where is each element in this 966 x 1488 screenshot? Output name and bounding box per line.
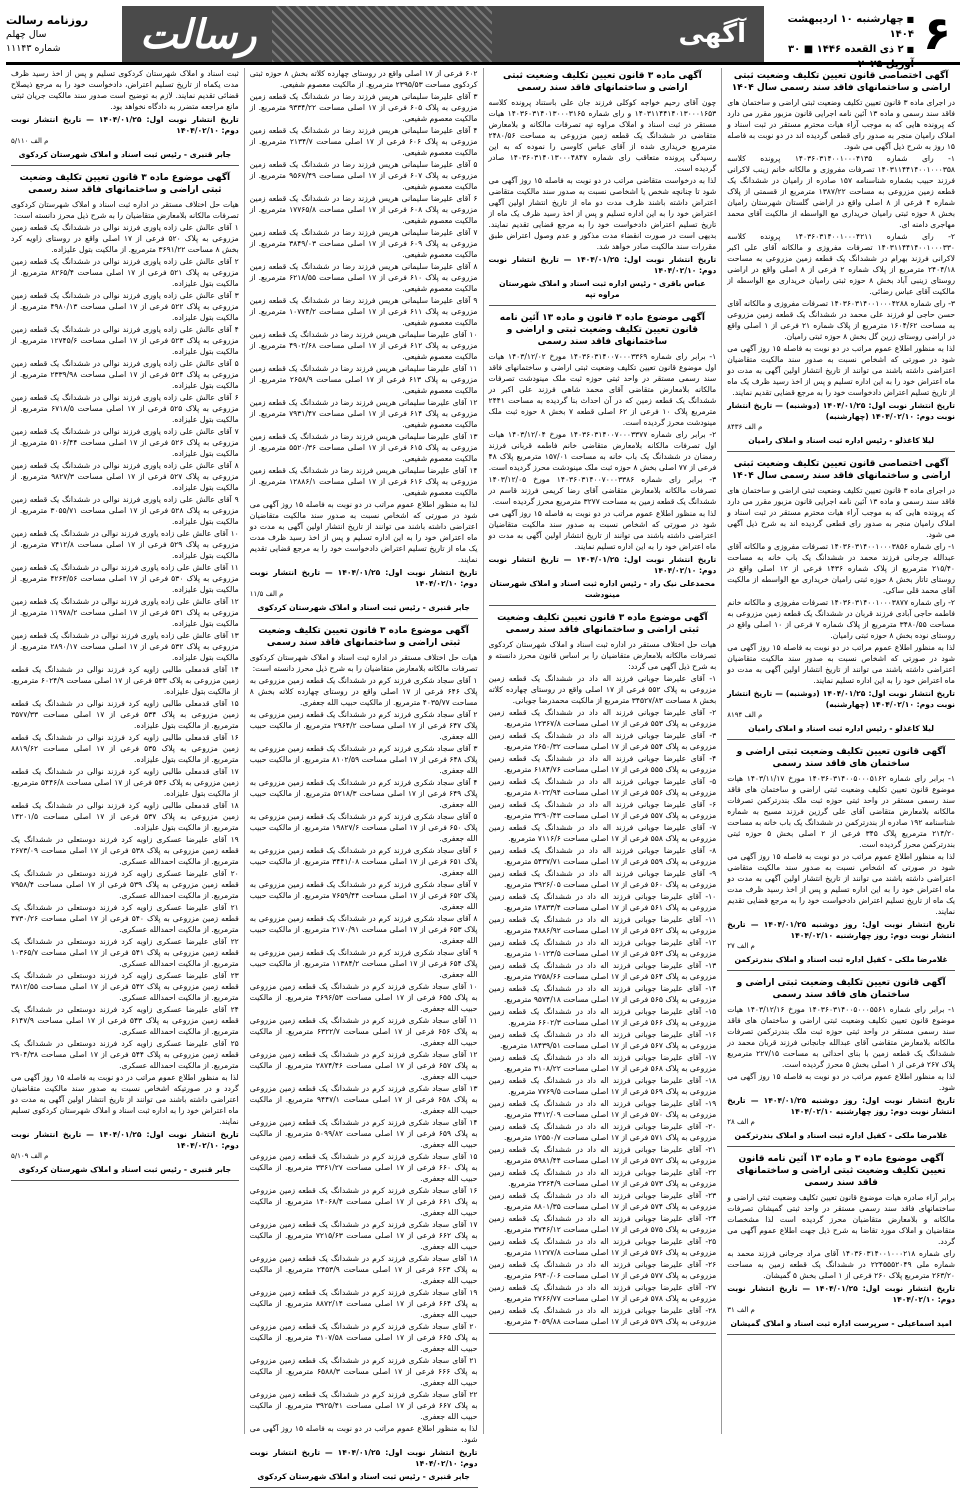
- notice-body: [489, 351, 717, 552]
- legal-notice: [250, 625, 478, 1488]
- notice-paragraph: ۱۳ آقای علیرضا سلیمانی هریس فرزند رضا در ششدانگ یک قطعه زمین مزروعی به پلاک ۶۱۵ فرعی از ۱۷ اصلی مساحت ۵۵۲۰/۳۶ مترمربع. از مالکیت معصوم شفیعی.: [249, 432, 478, 463]
- notice-paragraph: لذا به منظور اطلاع عموم مراتب در دو نوبت به فاصله ۱۵ روز آگهی می شود.: [727, 1072, 955, 1092]
- notice-title: آگهی قانون تعیین تکلیف وضعیت ثبتی اراضی و ساختمان های فاقد سند رسمی: [736, 978, 946, 1000]
- notice-paragraph: ۱- رای شماره ۱۴۰۳۶۰۳۱۴۰۰۱۰۰۰۴۱۳۵ پرونده کلاسه ۱۴۰۳۱۱۴۴۱۴۰۰۱۰۰۰۳۵۸ تصرفات مفروزی و مالکانه خانم زینب لاکرانی فرزند حبیب بشماره شناسنامه ۱۵۷ صادره از رامیان در ششدانگ یک قطعه زمین مزروعی به مساحت ۱۳۸۷/۲۲ مترمربع از قسمتی از پلاک شماره ۴ فرعی از ۸ اصلی واقع در اراضی گلستان شهرستان رامیان بخش ۸ حوزه ثبتی رامیان خریداری مع الواسطه از مالکیت آقای محمد مهاجری دامنه ای.: [727, 154, 955, 229]
- notice-title: آگهی ماده ۳ قانون تعیین تکلیف وضعیت ثبتی اراضی و ساختمانهای فاقد سند رسمی: [503, 71, 702, 93]
- notice-body: [727, 1192, 955, 1281]
- notice-paragraph: ۱۵- آقای علیرضا جوبانی فرزند اله داد در ششدانگ یک قطعه زمین مزروعی به پلاک ۵۶۶ فرعی از ۱۷ اصلی مساحت ۶۶۰۲/۳ مترمربع.: [488, 1007, 717, 1027]
- notice-title: آگهی اختصاصی قانون تعیین تکلیف وضعیت ثبتی اراضی و ساختمانهای فاقد سند رسمی سال ۱۴۰۴: [731, 71, 951, 93]
- legal-notice: [727, 458, 955, 740]
- issue-dates: [764, 6, 914, 70]
- notice-paragraph: ۱۸- آقای علیرضا جوبانی فرزند اله داد در ششدانگ یک قطعه زمین مزروعی به پلاک ۵۶۹ فرعی از ۱۷ اصلی مساحت ۷۷۶۹/۵ مترمربع.: [488, 1076, 717, 1096]
- notice-paragraph: ۱۱ آقای عالش علی زاده یاوری فرزند نوالی در ششدانگ یک قطعه زمین مزروعی به پلاک ۵۳۰ فرعی از ۱۷ اصلی مساحت ۴۲۶۳/۵۶ مترمربع. از مالکیت بتول علیزاده.: [11, 563, 239, 594]
- notice-paragraph: ۲۶- آقای علیرضا جوبانی فرزند اله داد در ششدانگ یک قطعه زمین مزروعی به پلاک ۵۷۷ فرعی از ۱۷ اصلی مساحت ۶۹۴۰/۰۶ مترمربع.: [488, 1260, 717, 1280]
- notice-paragraph: ۸- آقای علیرضا جوبانی فرزند اله داد در ششدانگ یک قطعه زمین مزروعی به پلاک ۵۵۹ فرعی از ۱۷ اصلی مساحت ۵۴۳۷/۷۱ مترمربع.: [488, 846, 717, 866]
- notice-paragraph: ۷- آقای علیرضا جوبانی فرزند اله داد در ششدانگ یک قطعه زمین مزروعی به پلاک ۵۵۸ فرعی از ۱۷ اصلی مساحت ۷۱۱۶/۶ مترمربع.: [488, 823, 717, 843]
- notice-paragraph: ۱۰- آقای علیرضا جوبانی فرزند اله داد در ششدانگ یک قطعه زمین مزروعی به پلاک ۵۶۱ فرعی از ۱۷ اصلی مساحت ۱۴۸۳۳/۴ مترمربع.: [488, 892, 717, 912]
- notice-paragraph: ۱۱ آقای علیرضا سلیمانی هریس فرزند رضا در ششدانگ یک قطعه زمین مزروعی به پلاک ۶۱۳ فرعی از ۱۷ اصلی مساحت ۲۶۵۸/۹ مترمربع. از مالکیت معصوم شفیعی.: [249, 364, 478, 395]
- notice-paragraph: در اجرای ماده ۳ قانون تعیین تکلیف وضعیت ثبتی اراضی و ساختمان های فاقد سند رسمی و ماده ۱۳ آئین نامه اجرایی قانون مزبور مقرر می دارد که پرونده هایی که به موجب آراء هیات محترم مستقر در ثبت اسناد و املاک رامیان منجر به صدور رای قطعی گردیده اند در دو نوبت به فاصله ۱۵ روز به شرح ذیل آگهی می شود.: [727, 98, 955, 151]
- notice-paragraph: ۱ آقای عالش علی زاده یاوری فرزند نوالی در ششدانگ یک قطعه زمین مزروعی به پلاک ۵۲۰ فرعی از ۱۷ اصلی واقع در روستای زاویه کرد بخش ۸ مساحت ۳۶۹۱/۲۲ مترمربع. از مالکیت بتول علیزاده.: [11, 223, 239, 254]
- notice-paragraph: ۲۵- آقای علیرضا جوبانی فرزند اله داد در ششدانگ یک قطعه زمین مزروعی به پلاک ۵۷۶ فرعی از ۱۷ اصلی مساحت ۱۱۲۷۷/۸ مترمربع.: [488, 1237, 717, 1257]
- notice-paragraph: ۱۱- آقای علیرضا جوبانی فرزند اله داد در ششدانگ یک قطعه زمین مزروعی به پلاک ۵۶۲ فرعی از ۱۷ اصلی مساحت ۴۸۸۶/۹۲ مترمربع.: [488, 915, 717, 935]
- notice-paragraph: لذا به منظور اطلاع عموم مراتب در دو نوبت به فاصله ۱۵ روز آگهی می گردد و در صورتیکه اشخاص نسبت به صدور سند مالکیت متقاضیان اعتراضی داشته باشند می توانند از تاریخ انتشار اولین آگهی به مدت دو ماه اعتراض خود را به اداره ثبت اسناد و املاک شهرستان کردکوی تسلیم نمایند.: [11, 1073, 239, 1126]
- notice-paragraph: ۲- برابر رای شماره ۱۴۰۳۶۰۳۱۴۰۰۷۰۰۰۳۳۷۷ مورخ ۱۴۰۳/۱۲/۰۴ هیات اول تصرفات مالکانه بلامعارض متقاضی خانم فاطمه قربانی فرزند رمضان در ششدانگ یک باب خانه به مساحت ۱۵۷/۰۱ مترمربع پلاک ۴۸ فرعی از ۷۷ اصلی بخش ۸ حوزه ثبت ملک مینودشت محرز گردیده است.: [488, 430, 717, 472]
- notice-paragraph: ۱۲ آقای علیرضا سلیمانی هریس فرزند رضا در ششدانگ یک قطعه زمین مزروعی به پلاک ۶۱۴ فرعی از ۱۷ اصلی مساحت ۷۹۳۱/۴۷ مترمربع. از مالکیت معصوم شفیعی.: [249, 398, 478, 429]
- notice-paragraph: ۱۶ آقای سجاد شکری فرزند کرم در ششدانگ یک قطعه زمین مزروعی به پلاک ۶۶۱ فرعی از ۱۷ اصلی مساحت ۱۴۰۶۸/۴ مترمربع. از مالکیت حبیب الله جعفری.: [249, 1186, 478, 1217]
- notice-signature: امید اسماعیلی - سرپرست اداره ثبت اسناد و املاک گمیشان: [730, 1319, 952, 1328]
- notice-paragraph: ۳- آقای علیرضا جوبانی فرزند اله داد در ششدانگ یک قطعه زمین مزروعی به پلاک ۵۵۴ فرعی از ۱۷ اصلی مساحت ۲۶۵۰/۳۲ مترمربع.: [488, 731, 717, 751]
- notice-paragraph: ۱۳ آقای سجاد شکری فرزند کرم در ششدانگ یک قطعه زمین مزروعی به پلاک ۶۵۸ فرعی از ۱۷ اصلی مساحت ۹۴۴۷/۱ مترمربع. از مالکیت حبیب الله جعفری.: [249, 1084, 478, 1115]
- notice-paragraph: ۸ آقای علیرضا سلیمانی هریس فرزند رضا در ششدانگ یک قطعه زمین مزروعی به پلاک ۶۱۰ فرعی از ۱۷ اصلی مساحت ۶۲۱۸/۵۵ مترمربع. از مالکیت معصوم شفیعی.: [249, 262, 478, 293]
- notice-paragraph: ۹ آقای سجاد شکری فرزند کرم در ششدانگ یک قطعه زمین مزروعی به پلاک ۶۵۴ فرعی از ۱۷ اصلی مساحت ۱۱۳۸۴/۲ مترمربع. از مالکیت حبیب الله جعفری.: [249, 948, 478, 979]
- notice-paragraph: در اجرای ماده ۳ قانون تعیین تکلیف وضعیت ثبتی اراضی و ساختمان های فاقد سند رسمی و ماده ۱۳ آئین نامه اجرایی قانون مزبور مقرر می دارد که پرونده هایی که به موجب آراء هیات محترم مستقر در ثبت اسناد و املاک رامیان منجر به صدور رای قطعی گردیده اند به شرح ذیل آگهی می شود.: [727, 486, 955, 539]
- notice-title: آگهی موضوع ماده ۳ و ماده ۱۳ آئین نامه قانون تعیین تکلیف وضعیت ثبتی اراضی و ساختمانهای فاقد سند رسمی: [736, 1154, 946, 1188]
- notice-body: [489, 639, 717, 1327]
- notice-paragraph: ۲۷- آقای علیرضا جوبانی فرزند اله داد در ششدانگ یک قطعه زمین مزروعی به پلاک ۵۷۸ فرعی از ۱۷ اصلی مساحت ۲۷۶۶/۷۷ مترمربع.: [488, 1283, 717, 1303]
- brand-name: روزنامه رسالت: [6, 14, 89, 27]
- notice-column: [483, 68, 722, 1434]
- notice-paragraph: ۳- رای شماره ۱۴۰۳۶۰۳۱۴۰۰۱۰۰۰۴۲۸۸ تصرفات مفروزی و مالکانه آقای حسن حاجی لو فرزند علی محمد در ششدانگ یک قطعه زمین مزروعی به مساحت ۱۶۰۴/۶۲ مترمربع از پلاک شماره ۲۱ فرعی از ۱ اصلی واقع در اراضی روستای زرین گل بخش ۸ حوزه ثبتی رامیان.: [727, 299, 955, 341]
- notice-signature: محمدعلی نیک راد - رئیس اداره ثبت اسناد و املاک شهرستان مینودشت: [489, 579, 716, 599]
- notice-paragraph: ۲ آقای عالش علی زاده یاوری فرزند نوالی در ششدانگ یک قطعه زمین مزروعی به پلاک ۵۲۱ فرعی از ۱۷ اصلی مساحت ۸۲۶۵/۴ مترمربع. از مالکیت بتول علیزاده.: [11, 257, 239, 288]
- notice-paragraph: ۲۳ آقای علیرضا عسکری زاویه کرد فرزند دوستعلی در ششدانگ یک قطعه زمین مزروعی به پلاک ۵۴۲ فرعی از ۱۷ اصلی مساحت ۳۸۱۲/۵۵ مترمربع. از مالکیت احمدالله عسکری.: [11, 971, 239, 1002]
- date-solar: ■ چهارشنبه ۱۰ اردیبهشت ۱۴۰۴: [764, 12, 914, 42]
- notice-paragraph: ۲۱ آقای علیرضا عسکری زاویه کرد فرزند دوستعلی در ششدانگ یک قطعه زمین مزروعی به پلاک ۵۴۰ فرعی از ۱۷ اصلی مساحت ۴۷۳۰/۲۶ مترمربع. از مالکیت احمدالله عسکری.: [11, 903, 239, 934]
- notice-paragraph: ۸ آقای سجاد شکری فرزند کرم در ششدانگ یک قطعه زمین مزروعی به پلاک ۶۵۳ فرعی از ۱۷ اصلی مساحت ۲۱۷۰/۹۱ مترمربع. از مالکیت حبیب الله جعفری.: [249, 914, 478, 945]
- notice-paragraph: ۵ آقای عالش علی زاده یاوری فرزند نوالی در ششدانگ یک قطعه زمین مزروعی به پلاک ۵۲۴ فرعی از ۱۷ اصلی مساحت ۲۳۳۹/۹۸ مترمربع. از مالکیت بتول علیزاده.: [11, 359, 239, 390]
- notice-paragraph: ۲- رای شماره ۱۴۰۳۶۰۳۱۴۰۰۱۰۰۰۴۲۱۱ پرونده کلاسه ۱۴۰۳۱۱۴۴۱۴۰۰۱۰۰۰۳۳۰ تصرفات مفروزی و مالکانه آقای علی اکبر لاکرانی فرزند بهرام در ششدانگ یک قطعه زمین مزروعی به مساحت ۲۴۰۴/۱۸ مترمربع از پلاک شماره ۲ فرعی از ۸ اصلی واقع در اراضی روستای زینبی آباد بخش ۸ حوزه ثبتی رامیان خریداری مع الواسطه از مالکیت آقای عباس رضائی.: [727, 232, 955, 296]
- notice-paragraph: ثبت اسناد و املاک شهرستان کردکوی تسلیم و پس از اخذ رسید ظرف مدت یکماه از تاریخ تسلیم اعتراض، دادخواست خود را به مرجع ذیصلاح قضائی تقدیم نمایند. لازم به توضیح است صدور سند مالکیت جریان ثبتی مانع مراجعه متضرر به دادگاه نخواهد بود.: [11, 69, 239, 111]
- notice-paragraph: لذا به درخواست متقاضی مراتب در دو نوبت به فاصله ۱۵ روز آگهی می شود تا چنانچه شخص یا اشخاصی نسبت به صدور سند مالکیت متقاضی اعتراض داشته باشند ظرف مدت دو ماه از تاریخ انتشار اولین آگهی اعتراض خود را به این اداره تسلیم و پس از اخذ رسید ظرف یک ماه از تاریخ تسلیم اعتراض دادخواست خود را به مرجع قضایی تقدیم نمایند. بدیهی است در صورت انقضاء مدت مذکور و عدم وصول اعتراض طبق مقررات سند مالکیت صادر خواهد شد.: [488, 176, 717, 251]
- legal-notice: [250, 68, 478, 619]
- notice-paragraph: ۴ آقای عالش علی زاده یاوری فرزند نوالی در ششدانگ یک قطعه زمین مزروعی به پلاک ۵۲۳ فرعی از ۱۷ اصلی مساحت ۱۲۷۴۵/۶ مترمربع. از مالکیت بتول علیزاده.: [11, 325, 239, 356]
- publication-dates: تاریخ انتشار نوبت اول: ۱۴۰۴/۰۱/۲۵ (دوشنبه) — تاریخ انتشار نوبت دوم: ۱۴۰۴/۰۲/۱۰ (چهارشنبه): [727, 689, 955, 709]
- notice-paragraph: ۷ آقای عالش علی زاده یاوری فرزند نوالی در ششدانگ یک قطعه زمین مزروعی به پلاک ۵۲۶ فرعی از ۱۷ اصلی مساحت ۵۱۰۶/۴۴ مترمربع. از مالکیت بتول علیزاده.: [11, 427, 239, 458]
- notice-paragraph: ۶۰۲ فرعی از ۱۷ اصلی واقع در روستای چهارده کلاته بخش ۸ حوزه ثبتی کردکوی مساحت ۲۳۹۵/۵۳ مترمربع. از مالکیت معصوم شفیعی.: [249, 69, 478, 89]
- date-gregorian: ■ ۲ ذی القعده ۱۴۴۶ ■ ۳۰ آوریل ۲۰۲۵: [764, 42, 914, 72]
- notice-paragraph: ۶ آقای سجاد شکری فرزند کرم در ششدانگ یک قطعه زمین مزروعی به پلاک ۶۵۱ فرعی از ۱۷ اصلی مساحت ۳۴۴۱/۰۸ مترمربع. از مالکیت حبیب الله جعفری.: [249, 846, 478, 877]
- notice-paragraph: ۳ آقای عالش علی زاده یاوری فرزند نوالی در ششدانگ یک قطعه زمین مزروعی به پلاک ۵۲۲ فرعی از ۱۷ اصلی مساحت ۴۹۸۰/۱۳ مترمربع. از مالکیت بتول علیزاده.: [11, 291, 239, 322]
- notice-paragraph: هیات حل اختلاف مستقر در اداره ثبت اسناد و املاک شهرستان کردکوی تصرفات مالکانه بلامعارض متقاضیان را به شرح ذیل محرز دانسته است:: [11, 200, 239, 220]
- notice-paragraph: هیات حل اختلاف مستقر در اداره ثبت اسناد و املاک شهرستان کردکوی تصرفات مالکانه بلامعارض متقاضیان را به شرح ذیل محرز دانسته است:: [249, 653, 478, 673]
- notice-paragraph: ۱۷ آقای قدمعلی طالبی زاویه کرد فرزند نوالی در ششدانگ یک قطعه زمین مزروعی به پلاک ۵۳۶ فرعی از ۱۷ اصلی مساحت ۵۴۴۶/۸ مترمربع. از مالکیت بتول علیزاده.: [11, 767, 239, 798]
- notice-signature: لیلا کاغذلو - رئیس اداره ثبت اسناد و املاک رامیان: [748, 724, 934, 733]
- notice-paragraph: چون آقای رحیم خواجه کوکلی فرزند جان علی باستناد پرونده کلاسه ۱۴۰۳۱۱۴۴۱۴۰۱۳۰۰۰۱۶۵۳ و رای شماره ۱۴۰۳۶۰۳۱۴۰۱۳۰۰۰۳۱۶۵ هیات مستقر در ثبت اسناد و املاک مراوه تپه تصرفات مالکانه و بلامعارض متقاضی در ششدانگ یک قطعه زمین مزروعی به مساحت ۲۴۸۰/۵۶ مترمربع خریداری شده از آقای عباس کاوسی را نموده که به این رسیدگی پرونده متعاقب رای شماره ۱۴۰۳۶۰۳۱۴۰۱۳۰۰۰۴۸۴۷ صادر گردیده است.: [488, 98, 717, 173]
- notice-paragraph: ۱۴- آقای علیرضا جوبانی فرزند اله داد در ششدانگ یک قطعه زمین مزروعی به پلاک ۵۶۵ فرعی از ۱۷ اصلی مساحت ۹۵۷۴/۱۸ مترمربع.: [488, 984, 717, 1004]
- notice-paragraph: ۳ آقای سجاد شکری فرزند کرم در ششدانگ یک قطعه زمین مزروعی به پلاک ۶۴۸ فرعی از ۱۷ اصلی مساحت ۸۱۰۲/۵۹ مترمربع. از مالکیت حبیب الله جعفری.: [249, 744, 478, 775]
- notice-paragraph: ۲۲ آقای سجاد شکری فرزند کرم در ششدانگ یک قطعه زمین مزروعی به پلاک ۶۶۷ فرعی از ۱۷ اصلی مساحت ۳۹۲۵/۴۱ مترمربع. از مالکیت حبیب الله جعفری.: [249, 1390, 478, 1421]
- notice-body: [11, 199, 239, 1127]
- section-banner: [122, 6, 764, 62]
- notice-paragraph: ۱۹ آقای سجاد شکری فرزند کرم در ششدانگ یک قطعه زمین مزروعی به پلاک ۶۶۴ فرعی از ۱۷ اصلی مساحت ۸۸۷۲/۱۴ مترمربع. از مالکیت حبیب الله جعفری.: [249, 1288, 478, 1319]
- notice-paragraph: ۱۰ آقای سجاد شکری فرزند کرم در ششدانگ یک قطعه زمین مزروعی به پلاک ۶۵۵ فرعی از ۱۷ اصلی مساحت ۴۶۹۶/۵۳ مترمربع. از مالکیت حبیب الله جعفری.: [249, 982, 478, 1013]
- notice-code: م الف ۵/۱۰۹: [11, 1152, 49, 1160]
- notice-paragraph: ۲۲- آقای علیرضا جوبانی فرزند اله داد در ششدانگ یک قطعه زمین مزروعی به پلاک ۵۷۳ فرعی از ۱۷ اصلی مساحت ۲۳۶۴/۹ مترمربع.: [488, 1168, 717, 1188]
- notice-paragraph: ۵- آقای علیرضا جوبانی فرزند اله داد در ششدانگ یک قطعه زمین مزروعی به پلاک ۵۵۶ فرعی از ۱۷ اصلی مساحت ۸۰۲۲/۹۴ مترمربع.: [488, 777, 717, 797]
- publication-dates: تاریخ انتشار نوبت اول: روز دوشنبه ۱۴۰۴/۰۱/۲۵ — تاریخ انتشار نوبت دوم: روز چهارشنبه ۱۴۰۴/۰۲/۱۰: [727, 1096, 955, 1116]
- section-title: آگهی: [678, 19, 746, 49]
- notice-body: [727, 97, 955, 398]
- legal-notice: [489, 312, 717, 606]
- notice-signature: غلامرضا ملکی - کفیل اداره ثبت اسناد و املاک بندرترکمن: [734, 1131, 948, 1140]
- legal-notice: [11, 68, 239, 166]
- legal-notice: [727, 70, 955, 452]
- notice-signature: عباس باقری - رئیس اداره ثبت اسناد و املاک شهرستان مراوه تپه: [499, 279, 706, 299]
- notice-paragraph: ۱۱ آقای سجاد شکری فرزند کرم در ششدانگ یک قطعه زمین مزروعی به پلاک ۶۵۶ فرعی از ۱۷ اصلی مساحت ۶۳۲۲/۷ مترمربع. از مالکیت حبیب الله جعفری.: [249, 1016, 478, 1047]
- notice-columns: [6, 68, 960, 1481]
- notice-paragraph: ۴- آقای علیرضا جوبانی فرزند اله داد در ششدانگ یک قطعه زمین مزروعی به پلاک ۵۵۵ فرعی از ۱۷ اصلی مساحت ۶۱۸۴/۷۶ مترمربع.: [488, 754, 717, 774]
- notice-paragraph: ۳- برابر رای شماره ۱۴۰۳۶۰۳۱۴۰۰۷۰۰۰۳۳۸۶ مورخ ۱۴۰۳/۱۲/۰۵ تصرفات مالکانه بلامعارض متقاضی آقای رضا کریمی فرزند قاسم در ششدانگ یک قطعه زمین به مساحت ۳۲۷۷ مترمربع محرز گردیده است.: [488, 475, 717, 506]
- publication-dates: تاریخ انتشار نوبت اول: ۱۴۰۴/۰۱/۲۵ — تاریخ انتشار نوبت دوم: ۱۴۰۴/۰۲/۱۰: [11, 1130, 239, 1150]
- notice-body: [727, 485, 955, 686]
- notice-paragraph: ۶ آقای عالش علی زاده یاوری فرزند نوالی در ششدانگ یک قطعه زمین مزروعی به پلاک ۵۲۵ فرعی از ۱۷ اصلی مساحت ۶۷۱۸/۵ مترمربع. از مالکیت بتول علیزاده.: [11, 393, 239, 424]
- notice-paragraph: ۴ آقای سجاد شکری فرزند کرم در ششدانگ یک قطعه زمین مزروعی به پلاک ۶۴۹ فرعی از ۱۷ اصلی مساحت ۵۲۱۸/۳ مترمربع. از مالکیت حبیب الله جعفری.: [249, 778, 478, 809]
- notice-paragraph: لذا به منظور اطلاع عموم مراتب در دو نوبت به فاصله ۱۵ روز آگهی می شود در صورتی که اشخاص نسبت به صدور سند مالکیت متقاضیان اعتراضی داشته باشند می توانند از تاریخ انتشار اولین آگهی به مدت دو ماه اعتراض خود را به این اداره تسلیم و پس از اخذ رسید ظرف یک ماه از تاریخ تسلیم اعتراض دادخواست خود را به مرجع قضایی تقدیم نمایند.: [727, 344, 955, 397]
- notice-paragraph: ۱۲ آقای عالش علی زاده یاوری فرزند نوالی در ششدانگ یک قطعه زمین مزروعی به پلاک ۵۳۱ فرعی از ۱۷ اصلی مساحت ۱۱۹۷۸/۲ مترمربع. از مالکیت بتول علیزاده.: [11, 597, 239, 628]
- legal-notice: [489, 612, 717, 1334]
- notice-paragraph: ۱- برابر رای شماره ۱۴۰۳۶۰۳۱۴۰۰۷۰۰۰۳۳۶۹ مورخ ۱۴۰۳/۱۲/۰۲ هیات اول موضوع قانون تعیین تکلیف وضعیت ثبتی اراضی و ساختمانهای فاقد سند رسمی مستقر در واحد ثبتی حوزه ثبت ملک مینودشت تصرفات مالکانه بلامعارض متقاضی آقای محمد شاهی فرزند علی اکبر در ششدانگ یک قطعه زمین که در آن احداث بنا گردیده به مساحت ۲۴۴۱ مترمربع پلاک ۱۰ فرعی از ۶۲ اصلی قطعه ۷ بخش ۸ حوزه ثبت ملک مینودشت محرز گردیده است.: [488, 352, 717, 427]
- notice-title: آگهی موضوع ماده ۳ قانون و ماده ۱۳ آئین نامه قانون تعیین تکلیف وضعیت ثبتی و اراضی و ساختمانهای فاقد سند رسمی: [499, 313, 705, 347]
- publication-dates: تاریخ انتشار نوبت اول: ۱۴۰۴/۰۱/۲۵ — تاریخ انتشار نوبت دوم: ۱۴۰۴/۰۲/۱۰: [727, 1284, 955, 1304]
- notice-paragraph: لذا به منظور اطلاع عموم مراتب در دو نوبت به فاصله ۱۵ روز آگهی می شود.: [249, 1424, 478, 1444]
- notice-code: م الف ۵/۱۱۰: [11, 137, 49, 145]
- notice-paragraph: ۱۸ آقای قدمعلی طالبی زاویه کرد فرزند نوالی در ششدانگ یک قطعه زمین مزروعی به پلاک ۵۳۷ فرعی از ۱۷ اصلی مساحت ۱۴۲۰۱/۵ مترمربع. از مالکیت بتول علیزاده.: [11, 801, 239, 832]
- notice-paragraph: لذا به منظور اطلاع عموم مراتب در دو نوبت به فاصله ۱۵ روز آگهی می شود در صورتی که اشخاص نسبت به صدور سند مالکیت متقاضیان اعتراضی داشته باشند می توانند از تاریخ انتشار اولین آگهی به مدت دو ماه اعتراض خود را به این اداره تسلیم نمایند.: [727, 643, 955, 685]
- notice-column: [6, 68, 244, 1434]
- notice-title: آگهی موضوع ماده ۳ قانون تعیین تکلیف وضعیت ثبتی اراضی و ساختمانهای فاقد سند رسمی: [258, 626, 469, 648]
- publication-dates: تاریخ انتشار نوبت اول: ۱۴۰۴/۰۱/۲۵ — تاریخ انتشار نوبت دوم: ۱۴۰۴/۰۲/۱۰: [488, 255, 717, 275]
- publication-dates: تاریخ انتشار نوبت اول: ۱۴۰۴/۰۱/۲۵ — تاریخ انتشار نوبت دوم: ۱۴۰۴/۰۲/۱۰: [11, 115, 239, 135]
- notice-paragraph: ۱۳- آقای علیرضا جوبانی فرزند اله داد در ششدانگ یک قطعه زمین مزروعی به پلاک ۵۶۴ فرعی از ۱۷ اصلی مساحت ۲۷۵۸/۶۶ مترمربع.: [488, 961, 717, 981]
- publication-dates: تاریخ انتشار نوبت اول: ۱۴۰۴/۰۱/۲۵ — تاریخ انتشار نوبت دوم: ۱۴۰۴/۰۲/۱۰: [249, 1448, 478, 1468]
- notice-code: م الف ۲۷: [727, 942, 755, 950]
- notice-paragraph: ۲۲ آقای علیرضا عسکری زاویه کرد فرزند دوستعلی در ششدانگ یک قطعه زمین مزروعی به پلاک ۵۴۱ فرعی از ۱۷ اصلی مساحت ۱۰۳۶۵/۷ مترمربع. از مالکیت احمدالله عسکری.: [11, 937, 239, 968]
- notice-column: [244, 68, 483, 1481]
- newspaper-logo: رسالت: [140, 10, 257, 58]
- notice-paragraph: ۱۹ آقای علیرضا عسکری زاویه کرد فرزند دوستعلی در ششدانگ یک قطعه زمین مزروعی به پلاک ۵۳۸ فرعی از ۱۷ اصلی مساحت ۲۶۷۳/۰۹ مترمربع. از مالکیت احمدالله عسکری.: [11, 835, 239, 866]
- notice-paragraph: ۹ آقای عالش علی زاده یاوری فرزند نوالی در ششدانگ یک قطعه زمین مزروعی به پلاک ۵۲۸ فرعی از ۱۷ اصلی مساحت ۳۰۵۵/۷۱ مترمربع. از مالکیت بتول علیزاده.: [11, 495, 239, 526]
- notice-title: آگهی اختصاصی قانون تعیین تکلیف وضعیت ثبتی اراضی و ساختمانهای فاقد سند رسمی سال ۱۴۰۴: [731, 459, 951, 481]
- notice-paragraph: ۱۴ آقای قدمعلی طالبی زاویه کرد فرزند نوالی در ششدانگ یک قطعه زمین مزروعی به پلاک ۵۳۳ فرعی از ۱۷ اصلی مساحت ۶۰۲۴/۹ مترمربع. از مالکیت بتول علیزاده.: [11, 665, 239, 696]
- notice-paragraph: ۹ آقای علیرضا سلیمانی هریس فرزند رضا در ششدانگ یک قطعه زمین مزروعی به پلاک ۶۱۱ فرعی از ۱۷ اصلی مساحت ۱۰۷۷۴/۲ مترمربع. از مالکیت معصوم شفیعی.: [249, 296, 478, 327]
- notice-code: م الف ۲۸: [727, 1118, 755, 1126]
- masthead: [6, 6, 960, 70]
- notice-body: [250, 68, 478, 565]
- notice-paragraph: برابر آراء صادره هیات موضوع قانون تعیین تکلیف وضعیت ثبتی اراضی و ساختمانهای فاقد سند رسمی مستقر در واحد ثبتی گمیشان تصرفات مالکانه و بلامعارض متقاضیان محرز گردیده است لذا مشخصات متقاضیان و املاک مورد تقاضا به شرح ذیل جهت اطلاع عموم آگهی می گردد.: [727, 1193, 955, 1246]
- notice-paragraph: ۲- آقای علیرضا جوبانی فرزند اله داد در ششدانگ یک قطعه زمین مزروعی به پلاک ۵۵۳ فرعی از ۱۷ اصلی مساحت ۱۲۳۶۷/۸ مترمربع.: [488, 708, 717, 728]
- notice-paragraph: ۸ آقای عالش علی زاده یاوری فرزند نوالی در ششدانگ یک قطعه زمین مزروعی به پلاک ۵۲۷ فرعی از ۱۷ اصلی مساحت ۹۸۲۷/۳ مترمربع. از مالکیت بتول علیزاده.: [11, 461, 239, 492]
- legal-notice: [11, 172, 239, 1181]
- notice-paragraph: ۲۰ آقای علیرضا عسکری زاویه کرد فرزند دوستعلی در ششدانگ یک قطعه زمین مزروعی به پلاک ۵۳۹ فرعی از ۱۷ اصلی مساحت ۷۹۵۸/۴ مترمربع. از مالکیت احمدالله عسکری.: [11, 869, 239, 900]
- legal-notice: [727, 977, 955, 1147]
- notice-paragraph: ۱۶ آقای قدمعلی طالبی زاویه کرد فرزند نوالی در ششدانگ یک قطعه زمین مزروعی به پلاک ۵۳۵ فرعی از ۱۷ اصلی مساحت ۸۸۱۹/۶۲ مترمربع. از مالکیت بتول علیزاده.: [11, 733, 239, 764]
- notice-paragraph: ۲۸- آقای علیرضا جوبانی فرزند اله داد در ششدانگ یک قطعه زمین مزروعی به پلاک ۵۷۹ فرعی از ۱۷ اصلی مساحت ۴۰۵۹/۸۸ مترمربع.: [488, 1306, 717, 1326]
- notice-signature: لیلا کاغذلو - رئیس اداره ثبت اسناد و املاک رامیان: [748, 436, 934, 445]
- notice-paragraph: ۶- آقای علیرضا جوبانی فرزند اله داد در ششدانگ یک قطعه زمین مزروعی به پلاک ۵۵۷ فرعی از ۱۷ اصلی مساحت ۳۲۹۰/۴۳ مترمربع.: [488, 800, 717, 820]
- issue-number: شماره ۱۱۱۴۳: [6, 43, 61, 54]
- legal-notice: [727, 1153, 955, 1335]
- legal-notice: [727, 746, 955, 971]
- notice-signature: جابر قنبری - رئیس ثبت اسناد و املاک شهرستان کردکوی: [257, 603, 470, 612]
- notice-column: [721, 68, 960, 1434]
- notice-paragraph: ۱۰ آقای علیرضا سلیمانی هریس فرزند رضا در ششدانگ یک قطعه زمین مزروعی به پلاک ۶۱۲ فرعی از ۱۷ اصلی مساحت ۴۹۰۲/۶۸ مترمربع. از مالکیت معصوم شفیعی.: [249, 330, 478, 361]
- publication-dates: تاریخ انتشار نوبت اول: روز دوشنبه ۱۴۰۴/۰۱/۲۵ — تاریخ انتشار نوبت دوم: روز چهارشنبه ۱۴۰۴/۰۲/۱۰: [727, 920, 955, 940]
- publication-dates: تاریخ انتشار نوبت اول: ۱۴۰۴/۰۱/۲۵ (دوشنبه) — تاریخ انتشار نوبت دوم: ۱۴۰۴/۰۲/۱۰ (چهارشنبه): [727, 401, 955, 421]
- notice-title: آگهی موضوع ماده ۳ قانون تعیین تکلیف وضعیت ثبتی اراضی و ساختمانهای فاقد سند رسمی: [497, 613, 708, 635]
- notice-paragraph: ۵ آقای علیرضا سلیمانی هریس فرزند رضا در ششدانگ یک قطعه زمین مزروعی به پلاک ۶۰۷ فرعی از ۱۷ اصلی مساحت ۹۵۶۷/۴۹ مترمربع. از مالکیت معصوم شفیعی.: [249, 160, 478, 191]
- notice-signature: غلامرضا ملکی - کفیل اداره ثبت اسناد و املاک بندرترکمن: [734, 955, 948, 964]
- notice-paragraph: ۱۲- آقای علیرضا جوبانی فرزند اله داد در ششدانگ یک قطعه زمین مزروعی به پلاک ۵۶۳ فرعی از ۱۷ اصلی مساحت ۱۰۱۲۳/۵ مترمربع.: [488, 938, 717, 958]
- notice-paragraph: ۴ آقای علیرضا سلیمانی هریس فرزند رضا در ششدانگ یک قطعه زمین مزروعی به پلاک ۶۰۶ فرعی از ۱۷ اصلی مساحت ۲۱۳۴/۷ مترمربع. از مالکیت معصوم شفیعی.: [249, 126, 478, 157]
- notice-body: [727, 773, 955, 917]
- notice-paragraph: ۲ آقای سجاد شکری فرزند کرم در ششدانگ یک قطعه زمین مزروعی به پلاک ۶۴۷ فرعی از ۱۷ اصلی مساحت ۲۹۶۴/۲ مترمربع. از مالکیت حبیب الله جعفری.: [249, 710, 478, 741]
- notice-paragraph: ۱ آقای سجاد شکری فرزند کرم در ششدانگ یک قطعه زمین مزروعی به پلاک ۶۴۶ فرعی از ۱۷ اصلی واقع در روستای چهارده کلاته بخش ۸ مساحت ۴۰۳۵/۷۷ مترمربع. از مالکیت حبیب الله جعفری.: [249, 676, 478, 707]
- notice-paragraph: ۳ آقای علیرضا سلیمانی هریس فرزند رضا در ششدانگ یک قطعه زمین مزروعی به پلاک ۶۰۵ فرعی از ۱۷ اصلی مساحت ۹۳۳۴/۲۲ مترمربع. از مالکیت معصوم شفیعی.: [249, 92, 478, 123]
- notice-paragraph: ۱۴ آقای سجاد شکری فرزند کرم در ششدانگ یک قطعه زمین مزروعی به پلاک ۶۵۹ فرعی از ۱۷ اصلی مساحت ۵۰۹۹/۸۲ مترمربع. از مالکیت حبیب الله جعفری.: [249, 1118, 478, 1149]
- notice-title: آگهی قانون تعیین تکلیف وضعیت ثبتی اراضی و ساختمان های فاقد سند رسمی: [736, 747, 946, 769]
- notice-paragraph: ۲۳- آقای علیرضا جوبانی فرزند اله داد در ششدانگ یک قطعه زمین مزروعی به پلاک ۵۷۴ فرعی از ۱۷ اصلی مساحت ۸۸۰۱/۳۵ مترمربع.: [488, 1191, 717, 1211]
- notice-paragraph: لذا به منظور اطلاع عموم مراتب در دو نوبت به فاصله ۱۵ روز آگهی می شود در صورتی که اشخاص نسبت به صدور سند مالکیت متقاضیان اعتراضی داشته باشند می توانند از تاریخ انتشار اولین آگهی به مدت دو ماه اعتراض خود را به این اداره تسلیم و پس از اخذ رسید ظرف مدت یک ماه از تاریخ تسلیم اعتراض دادخواست خود را به مرجع قضایی تقدیم نمایند.: [249, 500, 478, 564]
- notice-paragraph: ۱۷- آقای علیرضا جوبانی فرزند اله داد در ششدانگ یک قطعه زمین مزروعی به پلاک ۵۶۸ فرعی از ۱۷ اصلی مساحت ۳۱۰۸/۲۲ مترمربع.: [488, 1053, 717, 1073]
- notice-paragraph: هیات حل اختلاف مستقر در اداره ثبت اسناد و املاک شهرستان کردکوی تصرفات مالکانه بلامعارض متقاضیان را بر اساس قانون محرز دانسته و به شرح ذیل آگهی می گردد:: [488, 640, 717, 671]
- notice-paragraph: ۶ آقای علیرضا سلیمانی هریس فرزند رضا در ششدانگ یک قطعه زمین مزروعی به پلاک ۶۰۸ فرعی از ۱۷ اصلی مساحت ۱۷۷۶۵/۸ مترمربع. از مالکیت معصوم شفیعی.: [249, 194, 478, 225]
- notice-signature: جابر قنبری - رئیس ثبت اسناد و املاک شهرستان کردکوی: [257, 1472, 470, 1481]
- notice-paragraph: ۱۲ آقای سجاد شکری فرزند کرم در ششدانگ یک قطعه زمین مزروعی به پلاک ۶۵۷ فرعی از ۱۷ اصلی مساحت ۲۸۷۴/۴۶ مترمربع. از مالکیت حبیب الله جعفری.: [249, 1050, 478, 1081]
- notice-signature: جابر قنبری - رئیس ثبت اسناد و املاک شهرستان کردکوی: [18, 1165, 232, 1174]
- notice-paragraph: ۲۱ آقای سجاد شکری فرزند کرم در ششدانگ یک قطعه زمین مزروعی به پلاک ۶۶۶ فرعی از ۱۷ اصلی مساحت ۶۵۸۸/۳ مترمربع. از مالکیت حبیب الله جعفری.: [249, 1356, 478, 1387]
- notice-paragraph: ۷ آقای سجاد شکری فرزند کرم در ششدانگ یک قطعه زمین مزروعی به پلاک ۶۵۲ فرعی از ۱۷ اصلی مساحت ۷۶۵۹/۴۴ مترمربع. از مالکیت حبیب الله جعفری.: [249, 880, 478, 911]
- notice-paragraph: ۱۷ آقای سجاد شکری فرزند کرم در ششدانگ یک قطعه زمین مزروعی به پلاک ۶۶۲ فرعی از ۱۷ اصلی مساحت ۷۲۱۵/۶۳ مترمربع. از مالکیت حبیب الله جعفری.: [249, 1220, 478, 1251]
- publication-dates: تاریخ انتشار نوبت اول: ۱۴۰۴/۰۱/۲۵ — تاریخ انتشار نوبت دوم: ۱۴۰۴/۰۲/۱۰: [488, 555, 717, 575]
- page-number: ۶: [922, 6, 952, 60]
- notice-code: م الف ۳۱: [727, 1306, 755, 1314]
- notice-paragraph: لذا به منظور اطلاع عموم مراتب در دو نوبت به فاصله ۱۵ روز آگهی می شود در صورتی که اشخاص نسبت به صدور سند مالکیت متقاضی اعتراضی داشته باشند می توانند از تاریخ انتشار اولین آگهی به مدت دو ماه اعتراض خود را به این اداره تسلیم و پس از اخذ رسید ظرف مدت یک ماه از تاریخ تسلیم اعتراض دادخواست خود را به مرجع قضایی تقدیم نمایند.: [727, 852, 955, 916]
- notice-paragraph: ۲۱- آقای علیرضا جوبانی فرزند اله داد در ششدانگ یک قطعه زمین مزروعی به پلاک ۵۷۲ فرعی از ۱۷ اصلی مساحت ۵۹۸۱/۴۴ مترمربع.: [488, 1145, 717, 1165]
- notice-paragraph: ۵ آقای سجاد شکری فرزند کرم در ششدانگ یک قطعه زمین مزروعی به پلاک ۶۵۰ فرعی از ۱۷ اصلی مساحت ۱۹۸۲۷/۶ مترمربع. از مالکیت حبیب الله جعفری.: [249, 812, 478, 843]
- notice-paragraph: ۱۶- آقای علیرضا جوبانی فرزند اله داد در ششدانگ یک قطعه زمین مزروعی به پلاک ۵۶۷ فرعی از ۱۷ اصلی مساحت ۱۸۴۳۹/۵۱ مترمربع.: [488, 1030, 717, 1050]
- notice-paragraph: ۱۵ آقای قدمعلی طالبی زاویه کرد فرزند نوالی در ششدانگ یک قطعه زمین مزروعی به پلاک ۵۳۴ فرعی از ۱۷ اصلی مساحت ۳۵۷۷/۳۳ مترمربع. از مالکیت بتول علیزاده.: [11, 699, 239, 730]
- notice-signature: جابر قنبری - رئیس ثبت اسناد و املاک شهرستان کردکوی: [18, 150, 232, 159]
- notice-paragraph: ۱- برابر رای شماره ۱۴۰۳۶۰۳۱۴۰۰۵۰۰۰۵۵۶۱ مورخ ۱۴۰۳/۱۲/۱۶ هیات موضوع قانون تعیین تکلیف وضعیت ثبتی اراضی و ساختمان های فاقد سند رسمی مستقر در واحد ثبتی حوزه ثبت ملک بندرترکمن تصرفات مالکانه بلامعارض متقاضی آقای عبدالله جانجانی فرزند قربان محمد در ششدانگ یک قطعه زمین با بنای احداثی به مساحت ۲۲۷/۱۵ مترمربع پلاک ۲۶۷ فرعی از ۱ اصلی بخش ۵ محرز گردیده است.: [727, 1005, 955, 1069]
- edition-info: [6, 6, 122, 62]
- banner-pattern: [272, 6, 492, 62]
- legal-notice: [489, 70, 717, 306]
- notice-paragraph: لذا به منظور اطلاع عموم مراتب در دو نوبت به فاصله ۱۵ روز آگهی می شود در صورتی که اشخاص نسبت به صدور سند مالکیت متقاضیان اعتراضی داشته باشند می توانند از تاریخ انتشار اولین آگهی به مدت دو ماه اعتراض خود را به این اداره تسلیم نمایند.: [488, 509, 717, 551]
- notice-paragraph: ۲۰ آقای سجاد شکری فرزند کرم در ششدانگ یک قطعه زمین مزروعی به پلاک ۶۶۵ فرعی از ۱۷ اصلی مساحت ۴۱۰۷/۵۸ مترمربع. از مالکیت حبیب الله جعفری.: [249, 1322, 478, 1353]
- notice-paragraph: ۱- برابر رای شماره ۱۴۰۳۶۰۳۱۴۰۰۵۰۰۰۵۱۶۲ مورخ ۱۴۰۳/۱۱/۱۷ هیات موضوع قانون تعیین تکلیف وضعیت ثبتی اراضی و ساختمان های فاقد سند رسمی مستقر در واحد ثبتی حوزه ثبت ملک بندرترکمن تصرفات مالکانه بلامعارض متقاضی آقای علی گرزین فرزند مسیح به شماره شناسنامه ۱۹۲ صادره از بندرترکمن در ششدانگ یک باب خانه به مساحت ۲۱۴/۲۰ مترمربع پلاک ۳۴۵ فرعی از ۲ اصلی بخش ۵ حوزه ثبتی بندرترکمن محرز گردیده است.: [727, 774, 956, 849]
- notice-paragraph: ۱۸ آقای سجاد شکری فرزند کرم در ششدانگ یک قطعه زمین مزروعی به پلاک ۶۶۳ فرعی از ۱۷ اصلی مساحت ۲۴۵۳/۹ مترمربع. از مالکیت حبیب الله جعفری.: [249, 1254, 478, 1285]
- notice-body: [250, 652, 478, 1445]
- notice-body: [489, 97, 717, 252]
- notice-paragraph: ۱۵ آقای سجاد شکری فرزند کرم در ششدانگ یک قطعه زمین مزروعی به پلاک ۶۶۰ فرعی از ۱۷ اصلی مساحت ۳۳۶۱/۲۷ مترمربع. از مالکیت حبیب الله جعفری.: [249, 1152, 478, 1183]
- notice-title: آگهی موضوع ماده ۳ قانون تعیین تکلیف وضعیت ثبتی اراضی و ساختمانهای فاقد سند رسمی: [19, 173, 231, 195]
- notice-paragraph: ۷ آقای علیرضا سلیمانی هریس فرزند رضا در ششدانگ یک قطعه زمین مزروعی به پلاک ۶۰۹ فرعی از ۱۷ اصلی مساحت ۳۸۴۹/۰۳ مترمربع. از مالکیت معصوم شفیعی.: [249, 228, 478, 259]
- notice-code: م الف ۸۴۳۶: [727, 423, 763, 431]
- notice-body: [11, 68, 239, 112]
- notice-paragraph: ۱۳ آقای عالش علی زاده یاوری فرزند نوالی در ششدانگ یک قطعه زمین مزروعی به پلاک ۵۳۲ فرعی از ۱۷ اصلی مساحت ۲۸۹۰/۱۷ مترمربع. از مالکیت بتول علیزاده.: [11, 631, 239, 662]
- publication-dates: تاریخ انتشار نوبت اول: ۱۴۰۴/۰۱/۲۵ — تاریخ انتشار نوبت دوم: ۱۴۰۴/۰۲/۱۰: [249, 568, 478, 588]
- notice-paragraph: ۱۰ آقای عالش علی زاده یاوری فرزند نوالی در ششدانگ یک قطعه زمین مزروعی به پلاک ۵۲۹ فرعی از ۱۷ اصلی مساحت ۷۴۱۲/۸ مترمربع. از مالکیت بتول علیزاده.: [11, 529, 239, 560]
- notice-paragraph: ۹- آقای علیرضا جوبانی فرزند اله داد در ششدانگ یک قطعه زمین مزروعی به پلاک ۵۶۰ فرعی از ۱۷ اصلی مساحت ۳۹۲۶/۰۵ مترمربع.: [488, 869, 717, 889]
- notice-paragraph: ۲- رای شماره ۱۴۰۳۶۰۳۱۴۰۰۱۰۰۰۳۸۷۷ تصرفات مفروزی و مالکانه خانم فاطمه حاجی آبادی فرزند قربان در ششدانگ یک قطعه زمین مزروعی به مساحت ۳۴۸۰/۵۵ مترمربع از پلاک شماره ۷ فرعی از ۱۰ اصلی واقع در روستای نوده بخش ۸ حوزه ثبتی رامیان.: [727, 598, 955, 640]
- notice-paragraph: ۲۴- آقای علیرضا جوبانی فرزند اله داد در ششدانگ یک قطعه زمین مزروعی به پلاک ۵۷۵ فرعی از ۱۷ اصلی مساحت ۳۷۴۶/۱۲ مترمربع.: [488, 1214, 717, 1234]
- notice-body: [727, 1004, 955, 1093]
- notice-code: م الف ۱۱/۵: [249, 590, 284, 598]
- notice-paragraph: ۱۴ آقای علیرضا سلیمانی هریس فرزند رضا در ششدانگ یک قطعه زمین مزروعی به پلاک ۶۱۶ فرعی از ۱۷ اصلی مساحت ۱۲۸۸۶/۱ مترمربع. از مالکیت معصوم شفیعی.: [249, 466, 478, 497]
- notice-paragraph: رای شماره ۱۴۰۳۶۰۳۱۴۰۰۱۰۰۰۲۱۸ آقای مراد جرجانی فرزند محمد به شماره ملی ۲۲۴۵۵۵۲۰۴۹ در ششدانگ یک قطعه زمین به مساحت ۲۶۳/۲۰ مترمربع پلاک ۲۶۰ فرعی از ۱ اصلی بخش ۵ گمیشان.: [727, 1249, 956, 1280]
- notice-paragraph: ۲۰- آقای علیرضا جوبانی فرزند اله داد در ششدانگ یک قطعه زمین مزروعی به پلاک ۵۷۱ فرعی از ۱۷ اصلی مساحت ۱۲۵۵۰/۷ مترمربع.: [488, 1122, 717, 1142]
- year-label: سال چهلم: [6, 29, 47, 40]
- notice-paragraph: ۱- آقای علیرضا جوبانی فرزند اله داد در ششدانگ یک قطعه زمین مزروعی به پلاک ۵۵۲ فرعی از ۱۷ اصلی واقع در روستای چهارده کلاته بخش ۸ مساحت ۳۴۵۲۷/۸۳ مترمربع از مالکیت محمدرضا جوبانی.: [488, 674, 717, 705]
- notice-paragraph: ۱- رای شماره ۱۴۰۳۶۰۳۱۴۰۰۱۰۰۰۳۸۵۶ تصرفات مفروزی و مالکانه آقای عبدالله جرجانی فرزند محمد در ششدانگ یک باب خانه به مساحت ۲۱۵/۴۰ مترمربع از پلاک شماره ۱۴۳۶ فرعی از ۱۲ اصلی واقع در روستای تاتار بخش ۸ حوزه ثبتی رامیان خریداری مع الواسطه از مالکیت آقای محمد قلی ساکی.: [727, 542, 955, 595]
- notice-paragraph: ۲۵ آقای علیرضا عسکری زاویه کرد فرزند دوستعلی در ششدانگ یک قطعه زمین مزروعی به پلاک ۵۴۴ فرعی از ۱۷ اصلی مساحت ۲۹۰۴/۳۸ مترمربع. از مالکیت احمدالله عسکری.: [11, 1039, 239, 1070]
- notice-paragraph: ۱۹- آقای علیرضا جوبانی فرزند اله داد در ششدانگ یک قطعه زمین مزروعی به پلاک ۵۷۰ فرعی از ۱۷ اصلی مساحت ۴۴۱۲/۰۹ مترمربع.: [488, 1099, 717, 1119]
- notice-code: م الف ۸۱۹۴: [727, 711, 763, 719]
- notice-paragraph: ۲۴ آقای علیرضا عسکری زاویه کرد فرزند دوستعلی در ششدانگ یک قطعه زمین مزروعی به پلاک ۵۴۳ فرعی از ۱۷ اصلی مساحت ۶۱۴۷/۹ مترمربع. از مالکیت احمدالله عسکری.: [11, 1005, 239, 1036]
